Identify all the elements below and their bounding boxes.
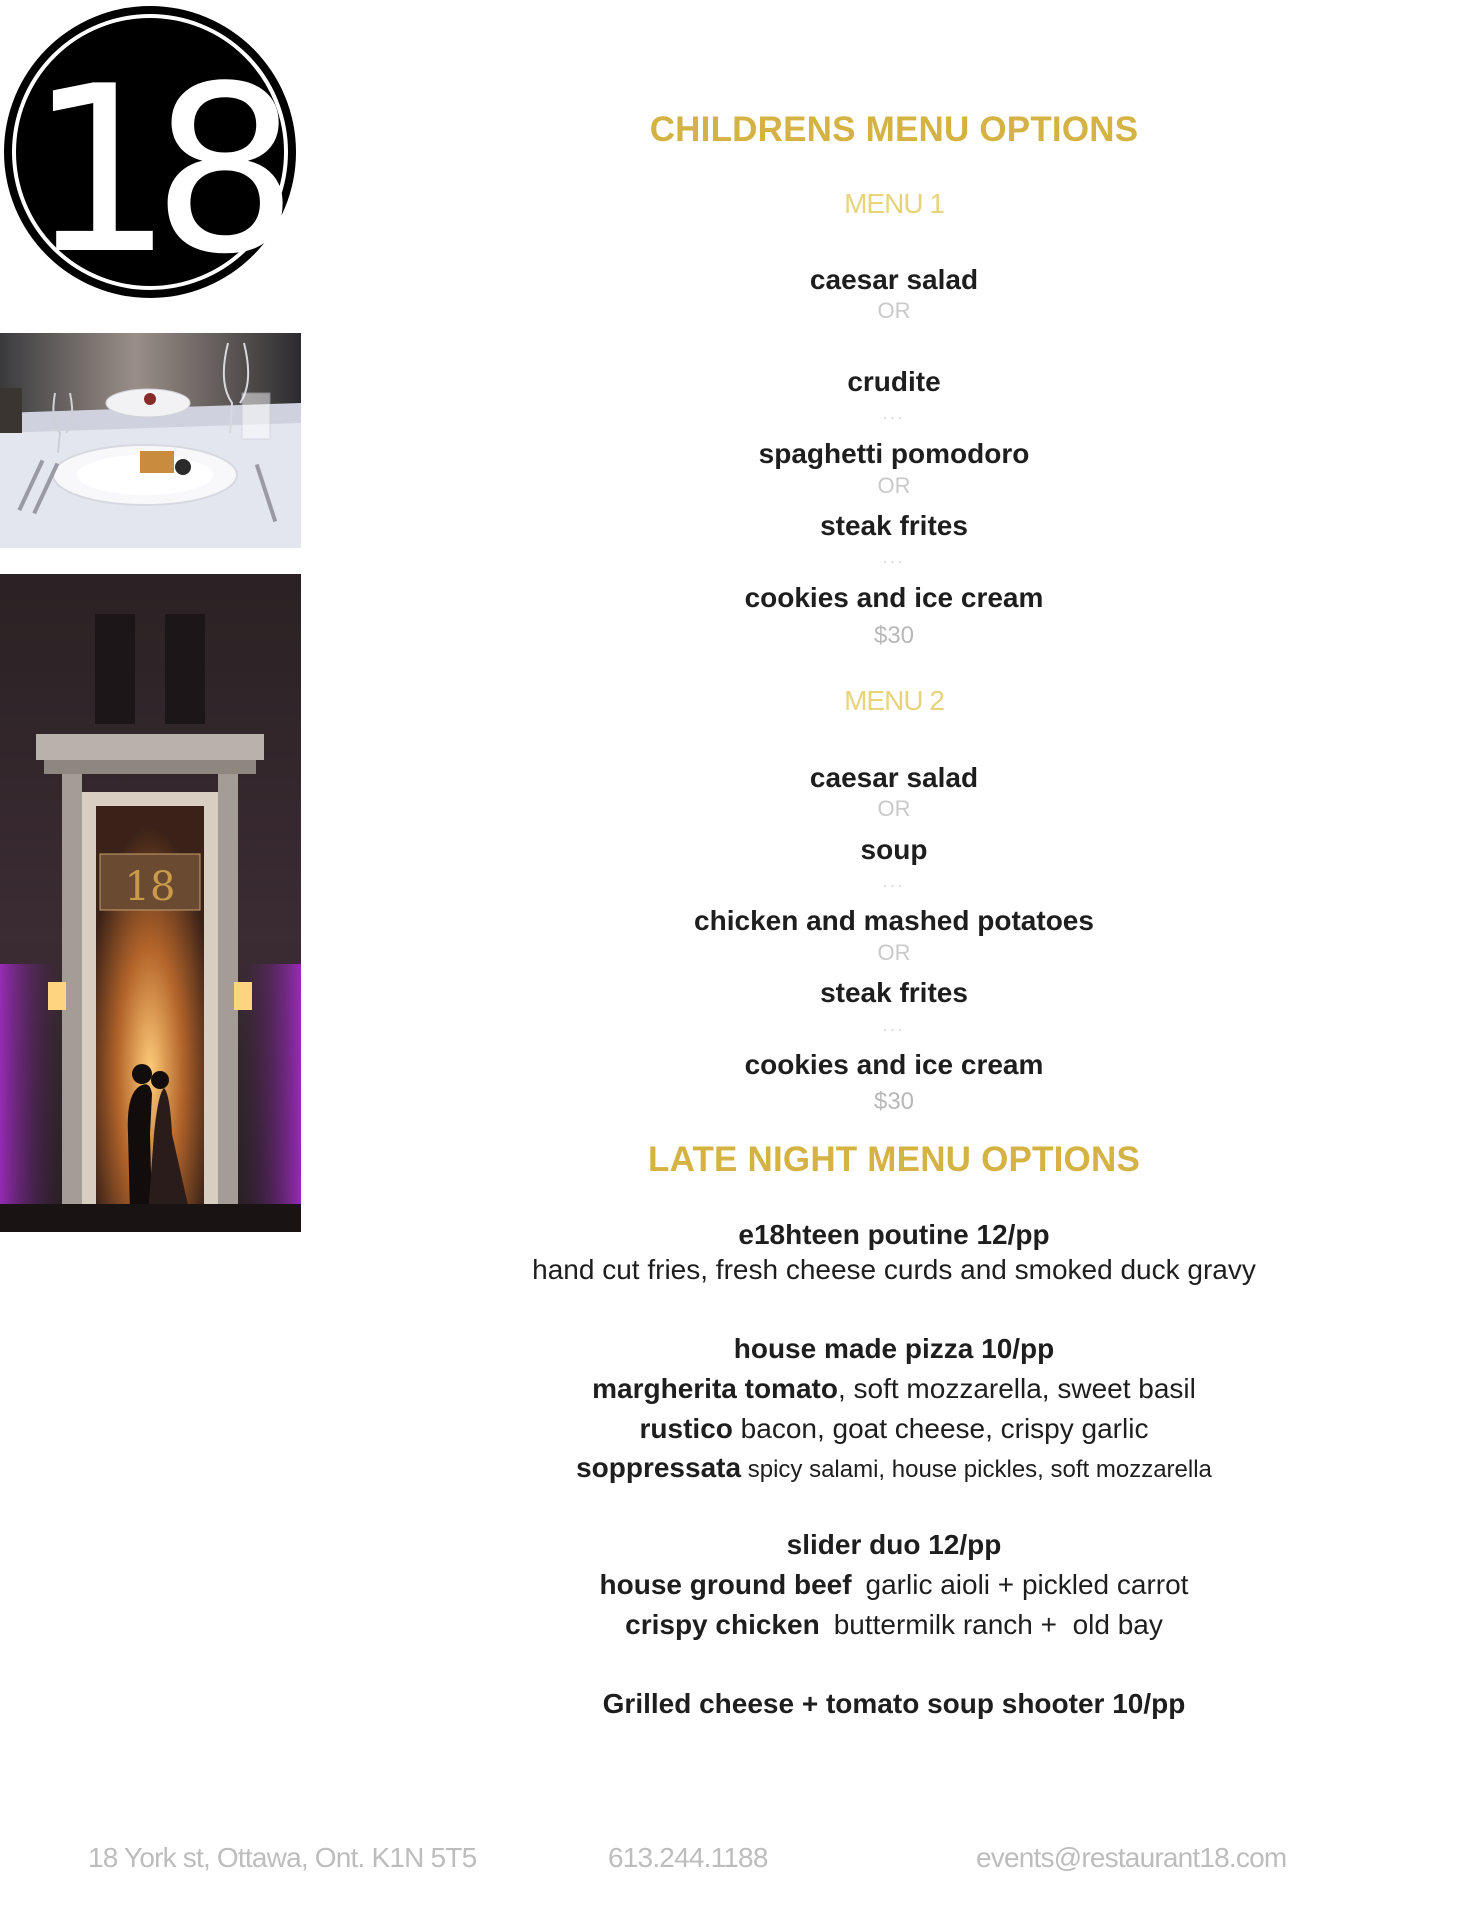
menu-2-price: $30 xyxy=(873,1088,915,1115)
menu-1-price: $30 xyxy=(873,622,915,649)
slider-option-desc: buttermilk ranch + old bay xyxy=(833,1609,1163,1640)
pizza-option-desc: bacon, goat cheese, crispy garlic xyxy=(732,1413,1149,1444)
table-setting-photo xyxy=(0,333,301,548)
or-separator: OR xyxy=(877,298,911,323)
menu-2-item: caesar salad xyxy=(809,762,979,793)
menu-1-item: crudite xyxy=(847,366,941,397)
pizza-option-name: rustico xyxy=(639,1413,733,1444)
slider-option-name: house ground beef xyxy=(599,1569,852,1600)
footer-email[interactable]: events@restaurant18.com xyxy=(976,1842,1287,1873)
menu-2-label: MENU 2 xyxy=(844,685,944,716)
pizza-title: house made pizza 10/pp xyxy=(733,1333,1055,1364)
menu-1-item: caesar salad xyxy=(809,264,979,295)
slider-option-name: crispy chicken xyxy=(625,1609,820,1640)
pizza-option-desc: spicy salami, house pickles, soft mozzarella xyxy=(741,1456,1212,1483)
sliders-title: slider duo 12/pp xyxy=(786,1529,1002,1560)
or-separator: OR xyxy=(877,940,911,965)
pizza-option-name: soppressata xyxy=(576,1452,742,1483)
slider-option-desc: garlic aioli + pickled carrot xyxy=(865,1569,1189,1600)
dots-separator: ... xyxy=(882,550,906,567)
dots-separator: ... xyxy=(882,874,906,891)
menu-1-label: MENU 1 xyxy=(844,188,944,219)
pizza-option xyxy=(410,1413,1378,1445)
grilled-cheese-title: Grilled cheese + tomato soup shooter 10/pp xyxy=(602,1688,1186,1719)
menu-1-item: spaghetti pomodoro xyxy=(758,438,1030,469)
childrens-menu-heading: CHILDRENS MENU OPTIONS xyxy=(649,110,1139,149)
late-night-menu-heading: LATE NIGHT MENU OPTIONS xyxy=(647,1140,1140,1179)
poutine-title: e18hteen poutine 12/pp xyxy=(738,1219,1050,1250)
or-separator: OR xyxy=(877,796,911,821)
menu-2-item: soup xyxy=(860,834,928,865)
pizza-option xyxy=(410,1452,1378,1484)
pizza-option-name: margherita tomato xyxy=(592,1373,838,1404)
slider-option xyxy=(410,1609,1378,1641)
pizza-option xyxy=(410,1373,1378,1405)
restaurant-logo xyxy=(2,4,298,300)
wedding-couple-doorway-photo xyxy=(0,574,301,1232)
or-separator: OR xyxy=(877,473,911,498)
svg-text:18: 18 xyxy=(124,864,176,910)
pizza-option-desc: , soft mozzarella, sweet basil xyxy=(837,1373,1196,1404)
menu-1-item: steak frites xyxy=(820,510,968,541)
footer-address: 18 York st, Ottawa, Ont. K1N 5T5 xyxy=(88,1842,477,1873)
dots-separator: ... xyxy=(882,1018,906,1035)
menu-2-item: steak frites xyxy=(820,977,968,1008)
footer-phone[interactable]: 613.244.1188 xyxy=(608,1842,768,1873)
menu-1-item: cookies and ice cream xyxy=(744,582,1044,613)
menu-2-item: cookies and ice cream xyxy=(744,1049,1044,1080)
logo-text: 18 xyxy=(27,38,277,300)
dots-separator: ... xyxy=(882,406,906,423)
menu-2-item: chicken and mashed potatoes xyxy=(694,905,1094,936)
poutine-description: hand cut fries, fresh cheese curds and smoked duck gravy xyxy=(532,1254,1256,1285)
slider-option xyxy=(410,1569,1378,1601)
